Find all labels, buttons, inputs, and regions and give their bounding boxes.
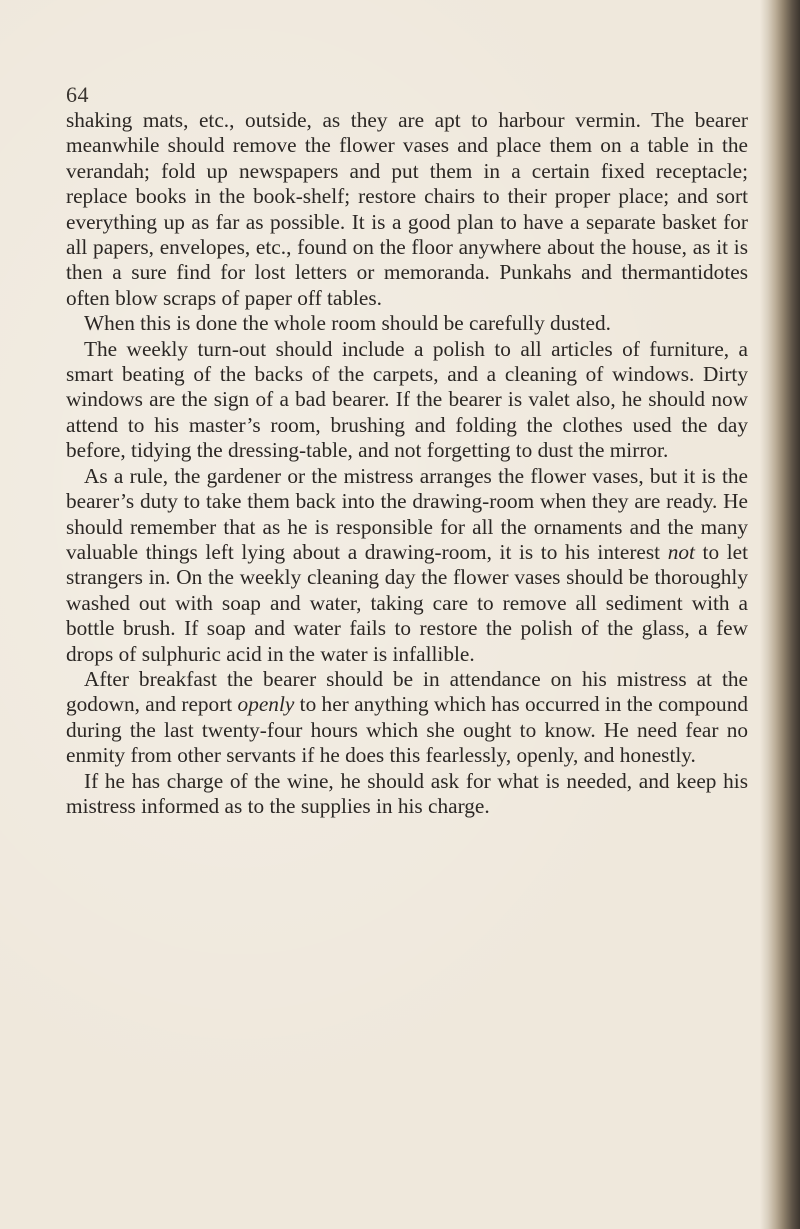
paragraph xyxy=(66,464,748,667)
paragraph xyxy=(66,337,748,464)
text-segment: to her anything which has occurred in the compound during the last twenty-four hours which she ought to know. He need fear no enmity from other servants if he does this fearlessly, openly, and honestly. xyxy=(66,692,748,768)
paragraph xyxy=(66,769,748,820)
text-segment: The weekly turn-out should include a polish to all articles of furniture, a smart beating of the backs of the carpets, and a cleaning of windows. Dirty windows are the sign of a bad bearer. If the bearer is valet also, he should now attend to his master’s room, brushing and folding the clothes used the day before, tidying the dressing-table, and not forgetting to dust the mirror. xyxy=(66,336,748,463)
text-segment: When this is done the whole room should be carefully dusted. xyxy=(84,311,611,336)
page-number: 64 xyxy=(66,82,89,107)
book-spine-shadow xyxy=(760,0,800,1229)
text-segment: As a rule, the gardener or the mistress arranges the flower vases, but it is the bearer’s duty to take them back into the drawing-room when they are ready. He should remember that as he is responsible for all the ornaments and the many valuable things left lying about a drawing-room, it is to his interest xyxy=(66,463,748,564)
emphasis-text: not xyxy=(667,539,695,564)
text-segment: After breakfast the bearer should be in attendance on his mistress at the godown, and report xyxy=(66,666,748,717)
paragraph xyxy=(66,108,748,311)
text-segment: shaking mats, etc., outside, as they are apt to harbour vermin. The bearer meanwhile should remove the flower vases and place them on a table in the verandah; fold up newspapers and put them in a certain fixed receptacle; replace books in the book-shelf; restore chairs to their proper place; and sort everything up as far as possible. It is a good plan to have a separate basket for all papers, envelopes, etc., found on the floor anywhere about the house, as it is then a sure find for lost letters or memoranda. Punkahs and thermantidotes often blow scraps of paper off tables. xyxy=(66,108,748,310)
emphasis-text: openly xyxy=(237,692,295,717)
text-segment: If he has charge of the wine, he should ask for what is needed, and keep his mistress informed as to the supplies in his charge. xyxy=(66,768,748,818)
text-segment: to let strangers in. On the weekly cleaning day the flower vases should be thoroughly washed out with soap and water, taking care to remove all sediment with a bottle brush. If soap and water fails to restore the polish of the glass, a few drops of sulphuric acid in the water is infallible. xyxy=(66,539,748,666)
paragraph xyxy=(66,311,748,336)
paragraph xyxy=(66,667,748,769)
body-text xyxy=(66,108,748,819)
